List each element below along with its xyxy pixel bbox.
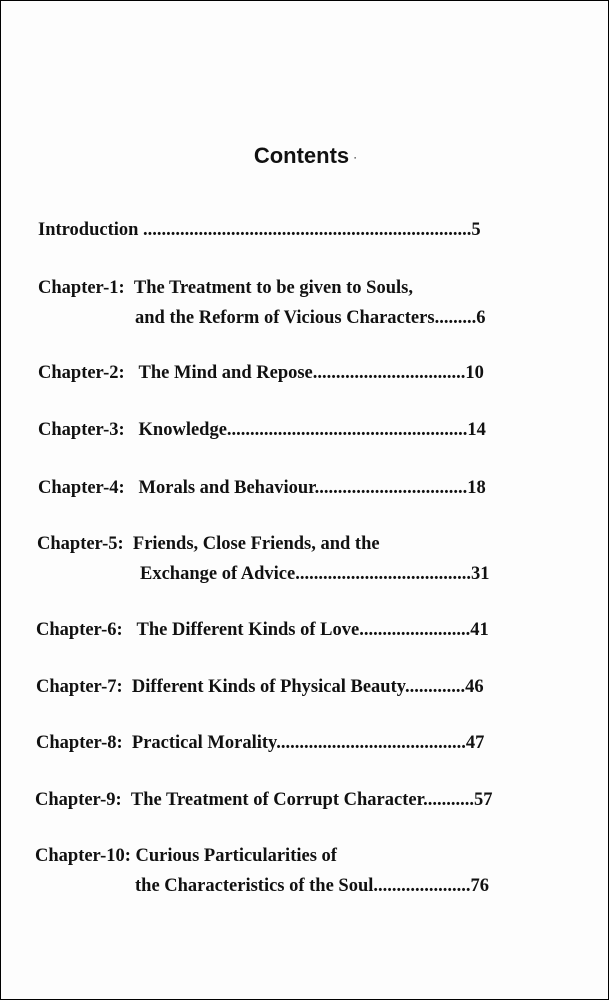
entry-leader: .........	[434, 308, 477, 328]
entry-label: Chapter-6:	[36, 620, 123, 640]
entry-page: 5	[471, 220, 481, 240]
toc-entry-chapter-1-line-2	[135, 307, 485, 329]
toc-entry-chapter-1	[38, 277, 413, 299]
title-text: Contents	[253, 143, 350, 168]
entry-title-line-1: The Treatment to be given to Souls,	[133, 278, 413, 298]
entry-title-line-1: Friends, Close Friends, and the	[132, 534, 380, 554]
entry-page: 46	[465, 677, 484, 697]
toc-entry-chapter-9	[35, 789, 492, 811]
entry-page: 41	[470, 620, 489, 640]
toc-entry-chapter-8	[36, 732, 484, 754]
entry-label: Chapter-8:	[36, 733, 123, 753]
entry-title: The Mind and Repose	[138, 363, 313, 383]
entry-page: 14	[467, 420, 486, 440]
entry-leader: ...........	[423, 790, 474, 810]
entry-label: Chapter-9:	[35, 790, 122, 810]
entry-label: Chapter-3:	[38, 420, 125, 440]
entry-leader: .....................	[373, 876, 471, 896]
toc-entry-chapter-10	[35, 845, 337, 867]
toc-entry-chapter-4	[38, 477, 486, 499]
entry-leader: ......................................	[295, 564, 471, 584]
entry-leader: ....................................................	[226, 420, 468, 440]
entry-leader: .................................	[312, 363, 466, 383]
entry-title: Different Kinds of Physical Beauty	[131, 677, 405, 697]
entry-title: Morals and Behaviour	[138, 478, 315, 498]
entry-leader: .............	[404, 677, 466, 697]
entry-page: 18	[467, 478, 486, 498]
entry-leader: .......................................................................	[143, 220, 472, 240]
entry-leader: .................................	[314, 478, 468, 498]
entry-title: The Treatment of Corrupt Character	[130, 790, 424, 810]
toc-entry-chapter-10-line-2	[135, 875, 489, 897]
entry-label: Chapter-10:	[35, 846, 131, 866]
entry-leader: ........................	[359, 620, 471, 640]
entry-page: 47	[465, 733, 485, 753]
entry-label: Chapter-5:	[37, 534, 124, 554]
toc-entry-chapter-3	[38, 419, 486, 441]
toc-entry-chapter-5-line-2	[140, 563, 489, 585]
title-mark: ·	[353, 150, 358, 165]
entry-page: 6	[476, 308, 486, 328]
entry-page: 10	[465, 363, 484, 383]
toc-entry-chapter-2	[38, 362, 484, 384]
entry-title-line-2: and the Reform of Vicious Characters	[135, 308, 435, 328]
entry-title-line-2: Exchange of Advice	[140, 564, 296, 584]
toc-entry-chapter-7	[36, 676, 484, 698]
entry-title: Practical Morality	[131, 733, 277, 753]
toc-entry-introduction	[38, 219, 481, 241]
table-of-contents	[1, 1, 609, 1000]
entry-label: Chapter-2:	[38, 363, 125, 383]
entry-title: Knowledge	[138, 420, 227, 440]
toc-entry-chapter-6	[36, 619, 489, 641]
entry-page: 31	[470, 564, 490, 584]
entry-label: Chapter-1:	[38, 278, 125, 298]
entry-label: Introduction	[38, 220, 139, 240]
entry-label: Chapter-4:	[38, 478, 125, 498]
entry-title-line-2: the Characteristics of the Soul	[135, 876, 374, 896]
entry-page: 57	[473, 790, 493, 810]
entry-page: 76	[470, 876, 490, 896]
toc-entry-chapter-5	[37, 533, 380, 555]
entry-label: Chapter-7:	[36, 677, 123, 697]
entry-leader: .........................................	[276, 733, 466, 753]
entry-title-line-1: Curious Particularities of	[135, 846, 337, 866]
entry-title: The Different Kinds of Love	[136, 620, 360, 640]
